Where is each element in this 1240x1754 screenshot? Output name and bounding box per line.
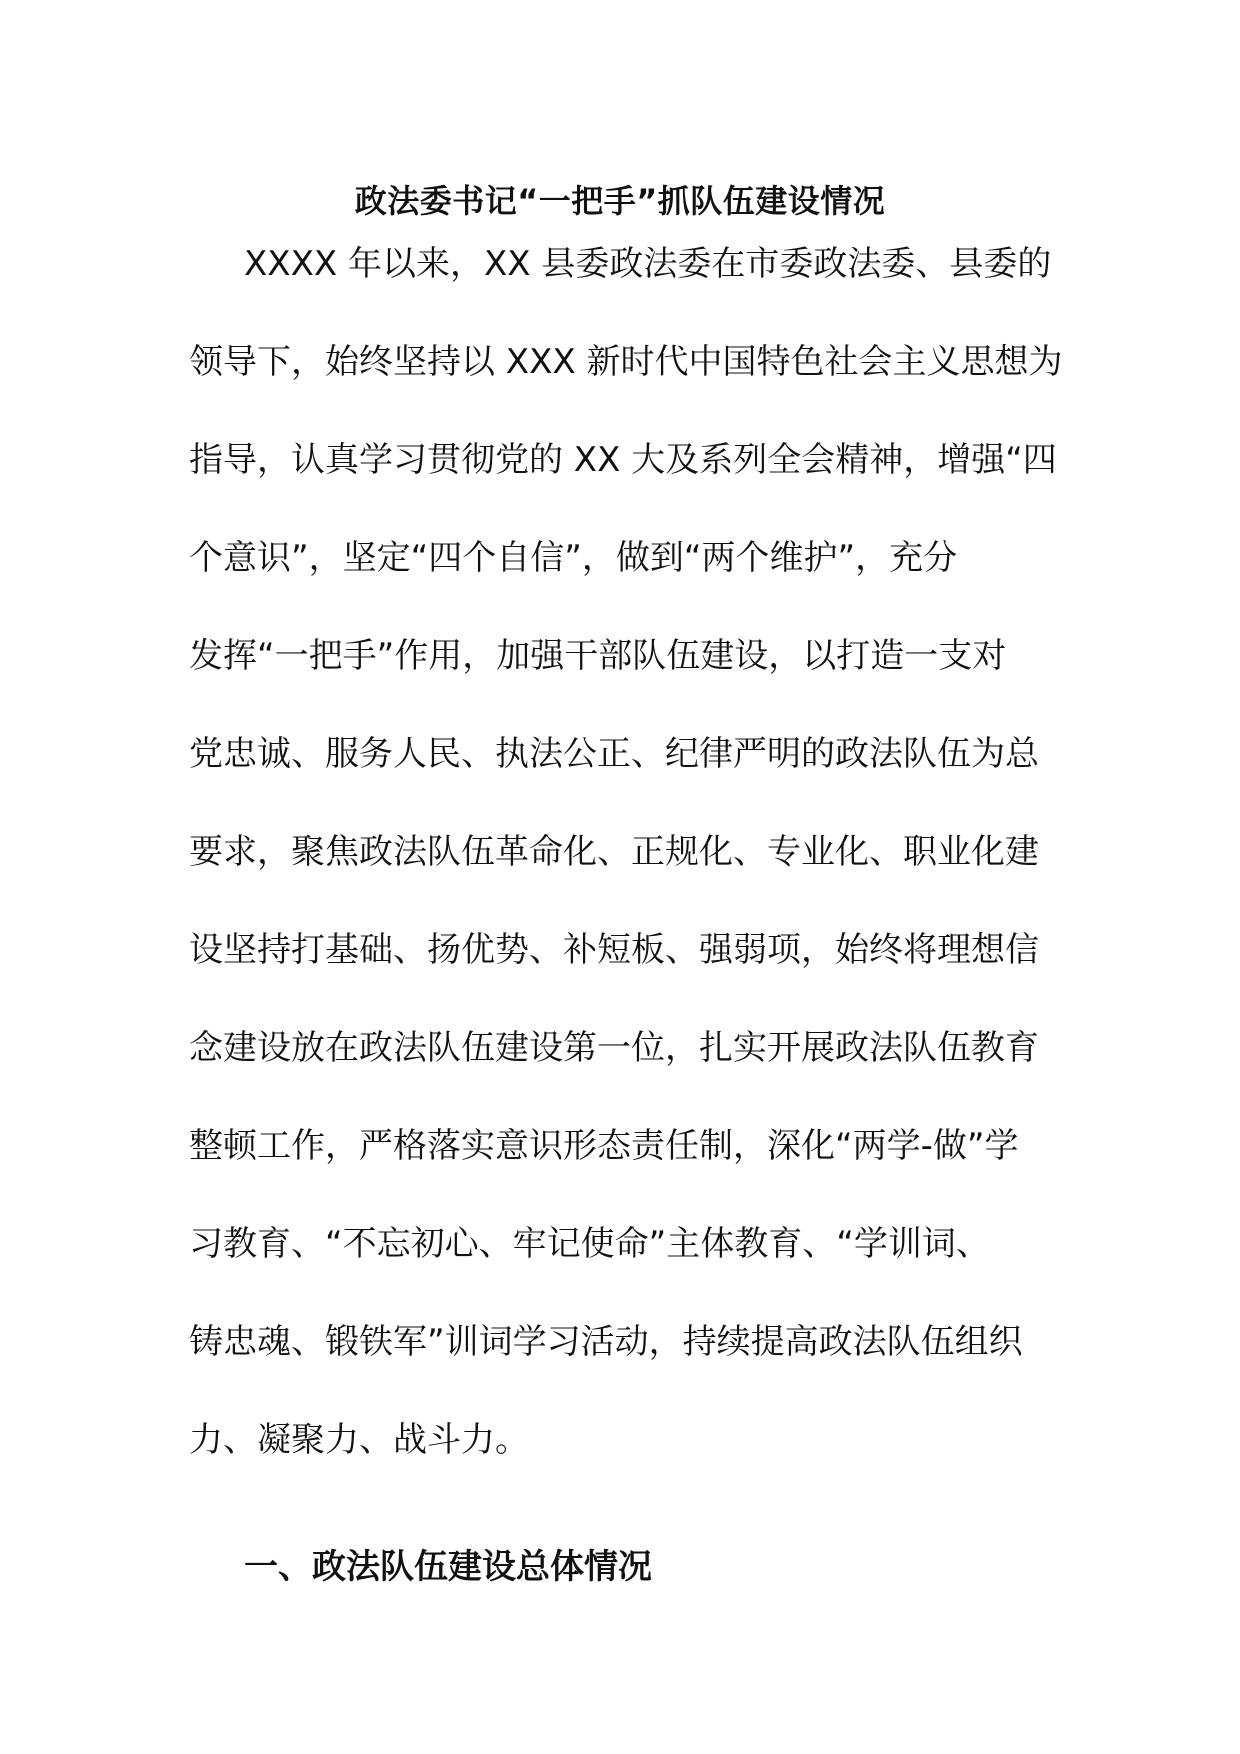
paragraph-line: 个意识”，坚定“四个自信”，做到“两个维护”，充分 (189, 538, 958, 578)
paragraph-line: 设坚持打基础、扬优势、补短板、强弱项，始终将理想信 (189, 930, 1039, 970)
paragraph-line: 念建设放在政法队伍建设第一位，扎实开展政法队伍教育 (189, 1028, 1039, 1068)
body-paragraph (189, 242, 1063, 1516)
paragraph-line: 指导，认真学习贯彻党的 XX 大及系列全会精神，增强“四 (189, 440, 1057, 480)
paragraph-line: 要求，聚焦政法队伍革命化、正规化、专业化、职业化建 (189, 832, 1039, 872)
paragraph-line: 整顿工作，严格落实意识形态责任制，深化“两学-做”学 (189, 1126, 1019, 1166)
paragraph-line: 铸忠魂、锻铁军”训词学习活动，持续提高政法队伍组织 (189, 1322, 1023, 1362)
paragraph-line: 发挥“一把手”作用，加强干部队伍建设，以打造一支对 (189, 636, 1007, 676)
paragraph-line: 领导下，始终坚持以 XXX 新时代中国特色社会主义思想为 (189, 342, 1063, 382)
paragraph-line: 力、凝聚力、战斗力。 (189, 1420, 529, 1460)
paragraph-line: 党忠诚、服务人民、执法公正、纪律严明的政法队伍为总 (189, 734, 1039, 774)
paragraph-line: XXXX 年以来，XX 县委政法委在市委政法委、县委的 (244, 244, 1052, 284)
section-heading: 一、政法队伍建设总体情况 (244, 1547, 652, 1587)
paragraph-line: 习教育、“不忘初心、牢记使命”主体教育、“学训词、 (189, 1224, 990, 1264)
document-title: 政法委书记“一把手”抓队伍建设情况 (354, 182, 886, 220)
